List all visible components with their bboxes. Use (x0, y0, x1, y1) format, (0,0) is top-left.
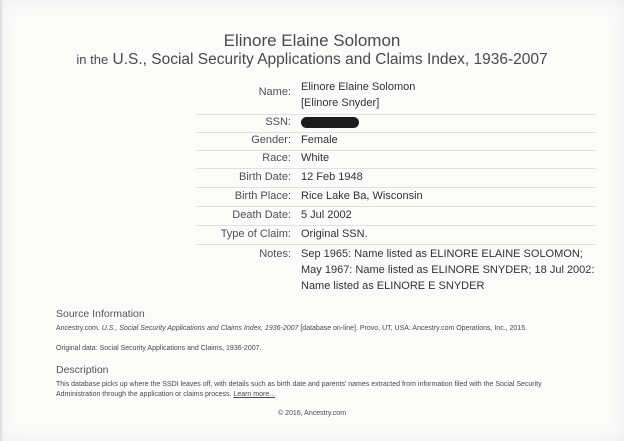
notes-line: Sep 1965: Name listed as ELINORE ELAINE SOLOMON; (301, 248, 583, 260)
record-row-race (0, 149, 624, 168)
field-value: Elinore Elaine Solomon (301, 81, 416, 93)
field-value-alt: [Elinore Snyder] (301, 97, 380, 109)
source-citation (56, 324, 596, 334)
citation-prefix: Ancestry.com. (56, 325, 102, 332)
field-value: Female (301, 134, 338, 146)
collection-heading-title: U.S., Social Security Applications and Claims Index, 1936-2007 (112, 51, 548, 68)
citation-suffix: [database on-line]. Provo, UT, USA: Ancestry.com Operations, Inc., 2015. (298, 325, 528, 332)
description-line-text: Administration through the application or claims process. (56, 391, 234, 398)
field-value: White (301, 152, 330, 164)
description-text (56, 380, 596, 400)
field-label: Race: (262, 152, 291, 164)
description-line-2 (56, 390, 596, 400)
learn-more-link[interactable]: Learn more... (233, 391, 276, 398)
field-label: Type of Claim: (220, 228, 291, 240)
field-value: 12 Feb 1948 (301, 171, 363, 183)
field-label: Name: (258, 86, 291, 98)
record-row-ssn (0, 113, 624, 132)
description-section (56, 364, 596, 400)
description-line: This database picks up where the SSDI leaves off, with details such as birth date and parents' names extracted from information filed with the Social Security (56, 381, 542, 388)
redaction-mark (301, 117, 359, 128)
source-title: Source Information (56, 308, 145, 320)
person-name-heading: Elinore Elaine Solomon (223, 31, 401, 50)
description-title: Description (56, 364, 109, 376)
record-row-gender (0, 131, 624, 150)
field-label: Birth Date: (239, 171, 291, 183)
record-row-notes (0, 245, 624, 295)
field-value (301, 115, 581, 130)
citation-title: U.S., Social Security Applications and Claims Index, 1936-2007 (101, 325, 299, 332)
field-label: Birth Place: (234, 190, 291, 202)
field-label: Notes: (259, 248, 291, 260)
source-information (56, 308, 596, 354)
notes-line: May 1967: Name listed as ELINORE SNYDER; 18 Jul 2002: (301, 264, 595, 276)
record-row-claim-type (0, 225, 624, 244)
record-row-death-date (0, 206, 624, 225)
field-value: 5 Jul 2002 (301, 209, 352, 221)
field-value: Original SSN. (301, 228, 368, 240)
copyright-footer: © 2016, Ancestry.com (277, 410, 347, 417)
record-row-birth-date (0, 168, 624, 187)
field-label: Gender: (251, 134, 291, 146)
notes-line: Name listed as ELINORE E SNYDER (301, 280, 485, 292)
collection-heading (0, 50, 624, 70)
field-value: Rice Lake Ba, Wisconsin (301, 190, 423, 202)
collection-heading-prefix: in the (76, 52, 109, 67)
original-data: Original data: Social Security Applications and Claims, 1936-2007. (56, 345, 262, 352)
field-label: SSN: (265, 116, 291, 128)
record-row-birth-place (0, 187, 624, 206)
record-row-name (0, 80, 624, 114)
field-label: Death Date: (232, 209, 291, 221)
